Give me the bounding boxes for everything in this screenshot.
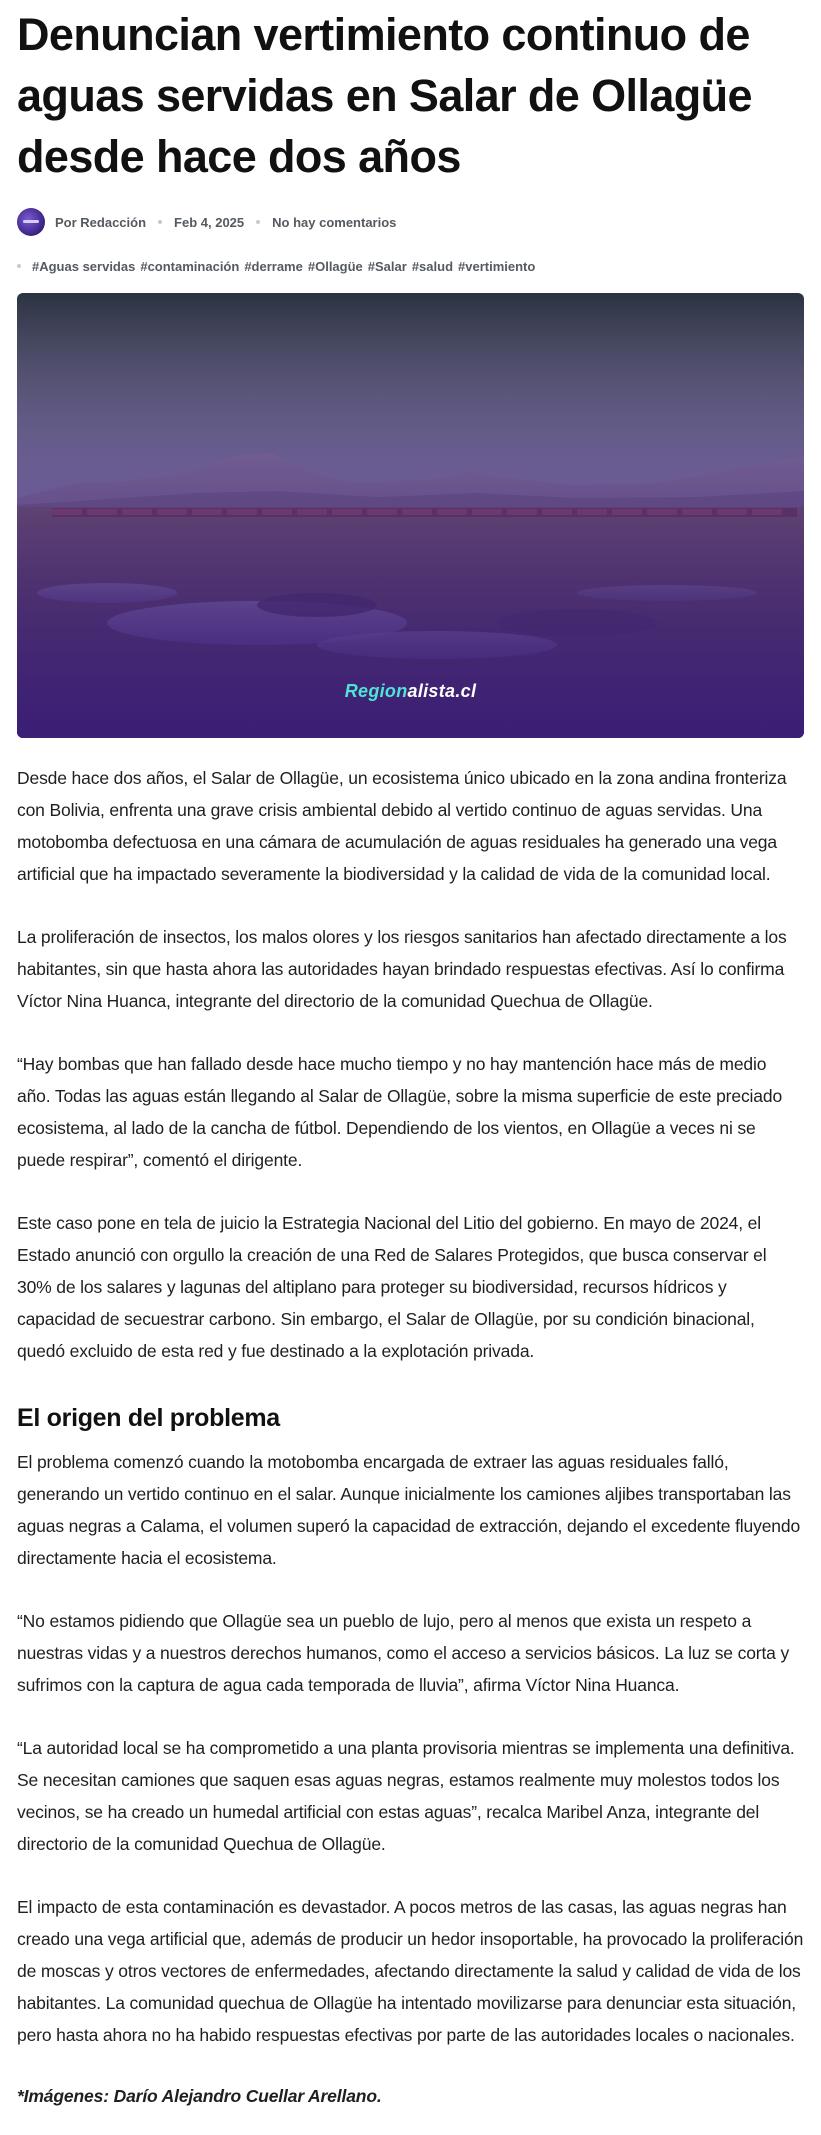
paragraph: El problema comenzó cuando la motobomba encargada de extraer las aguas residuales falló, generando un vertido continuo en el salar. Aunque inicialmente los camiones aljibes transportaban las aguas negras a Calama, el volumen superó la capacidad de extracción, dejando el excedente fluyendo directamente hacia el ecosistema. (17, 1452, 801, 1568)
author-link[interactable]: Por Redacción (55, 214, 147, 230)
section-heading: El origen del problema (17, 1404, 280, 1432)
tag-link[interactable]: #Salar (367, 258, 407, 274)
tag-separator (17, 264, 21, 268)
tag-list (17, 255, 804, 277)
tag-link[interactable]: #derrame (244, 258, 303, 274)
paragraph: “Hay bombas que han fallado desde hace mucho tiempo y no hay mantención hace más de medio año. Todas las aguas están llegando al Salar de Ollagüe, sobre la misma superficie de este preciado ecosistema, al lado de la cancha de fútbol. Dependiendo de los vientos, en Ollagüe a veces ni se puede respirar”, comentó el dirigente. (17, 1054, 783, 1170)
tag-link[interactable]: #contaminación (140, 258, 240, 274)
image-watermark-logo: Regionalista.cl (344, 681, 477, 701)
meta-separator (158, 220, 162, 224)
paragraph: Este caso pone en tela de juicio la Estrategia Nacional del Litio del gobierno. En mayo de 2024, el Estado anunció con orgullo la creación de una Red de Salares Protegidos, que busca conservar el 30% de los salares y lagunas del altiplano para proteger su biodiversidad, recursos hídricos y capacidad de secuestrar carbono. Sin embargo, el Salar de Ollagüe, por su condición binacional, quedó excluido de esta red y fue destinado a la explotación privada. (17, 1213, 767, 1361)
article-body (17, 762, 804, 2112)
tag-link[interactable]: #Aguas servidas (32, 258, 136, 274)
tag-link[interactable]: #salud (411, 258, 454, 274)
salar-landscape-photo (17, 293, 804, 738)
tag-link[interactable]: #Ollagüe (307, 258, 363, 274)
author-avatar[interactable] (17, 208, 45, 236)
meta-separator (256, 220, 260, 224)
paragraph: Desde hace dos años, el Salar de Ollagüe, un ecosistema único ubicado en la zona andina fronteriza con Bolivia, enfrenta una grave crisis ambiental debido al vertido continuo de aguas servidas. Una motobomba defectuosa en una cámara de acumulación de aguas residuales ha generado una vega artificial que ha impactado severamente la biodiversidad y la calidad de vida de la comunidad local. (17, 768, 787, 884)
comments-link[interactable]: No hay comentarios (272, 214, 397, 230)
image-credit: *Imágenes: Darío Alejandro Cuellar Arellano. (17, 2086, 382, 2106)
paragraph: La proliferación de insectos, los malos olores y los riesgos sanitarios han afectado directamente a los habitantes, sin que hasta ahora las autoridades hayan brindado respuestas efectivas. Así lo confirma Víctor Nina Huanca, integrante del directorio de la comunidad Quechua de Ollagüe. (17, 927, 787, 1011)
publish-date: Feb 4, 2025 (174, 214, 245, 230)
paragraph: “No estamos pidiendo que Ollagüe sea un pueblo de lujo, pero al menos que exista un respeto a nuestras vidas y a nuestros derechos humanos, como el acceso a servicios básicos. La luz se corta y sufrimos con la captura de agua cada temporada de lluvia”, afirma Víctor Nina Huanca. (17, 1611, 790, 1695)
article-meta (17, 205, 804, 239)
paragraph: El impacto de esta contaminación es devastador. A pocos metros de las casas, las aguas negras han creado una vega artificial que, además de producir un hedor insoportable, ha provocado la proliferación de moscas y otros vectores de enfermedades, afectando directamente la salud y calidad de vida de los habitantes. La comunidad quechua de Ollagüe ha intentado movilizarse para denunciar esta situación, pero hasta ahora no ha habido respuestas efectivas por parte de las autoridades locales o nacionales. (17, 1897, 804, 2045)
featured-image (17, 293, 804, 738)
paragraph: “La autoridad local se ha comprometido a una planta provisoria mientras se implementa una definitiva. Se necesitan camiones que saquen esas aguas negras, estamos realmente muy molestos todos los vecinos, se ha creado un humedal artificial con estas aguas”, recalca Maribel Anza, integrante del directorio de la comunidad Quechua de Ollagüe. (17, 1738, 795, 1854)
article-title: Denuncian vertimiento continuo de aguas servidas en Salar de Ollagüe desde hace dos años (17, 9, 752, 182)
tag-link[interactable]: #vertimiento (458, 258, 536, 274)
